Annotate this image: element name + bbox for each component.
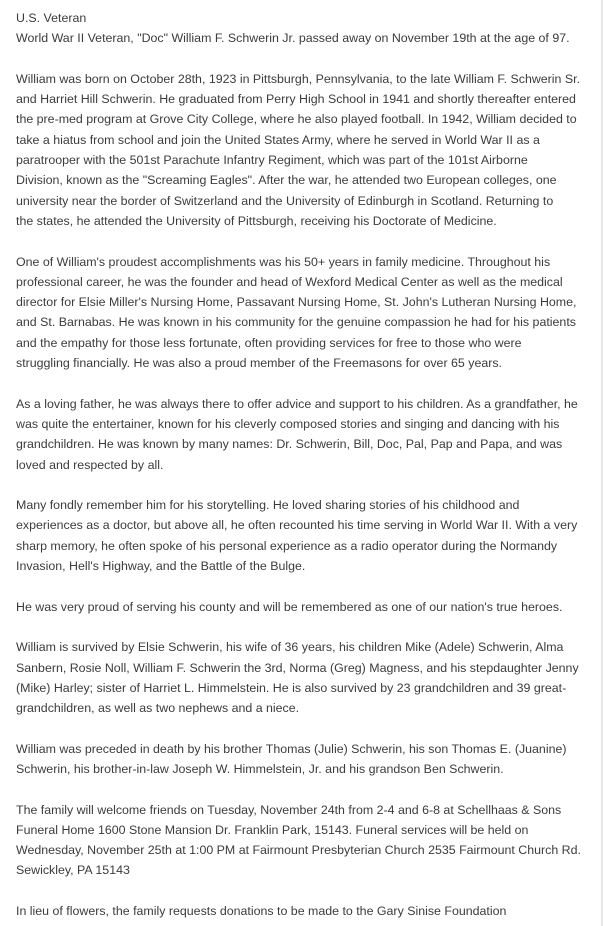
paragraph — [16, 69, 590, 231]
paragraph-line: sharp memory, he often spoke of his personal experience as a radio operator during the Normandy — [16, 538, 558, 553]
paragraph-line: grandchildren. He was known by many names: Dr. Schwerin, Bill, Doc, Pal, Pap and Papa, and was — [16, 437, 563, 452]
paragraph-line: experiences as a doctor, but above all, he often recounted his time serving in World War II. With a very — [16, 518, 578, 533]
paragraph — [16, 800, 590, 881]
paragraph-line: the pre-med program at Grove City College, where he also played football. In 1942, William decided to — [16, 112, 577, 127]
paragraph-line: Many fondly remember him for his storytelling. He loved sharing stories of his childhood and — [16, 498, 520, 513]
paragraph — [16, 739, 590, 780]
paragraph-line: Schwerin, his brother-in-law Joseph W. Himmelstein, Jr. and his grandson Ben Schwerin. — [16, 761, 504, 776]
paragraph-line: and Harriet Hill Schwerin. He graduated from Perry High School in 1941 and shortly thereafter entered — [16, 92, 576, 107]
paragraph-line: loved and respected by all. — [16, 457, 164, 472]
paragraph-line: the states, he attended the University of Pittsburgh, receiving his Doctorate of Medicine. — [16, 213, 497, 228]
paragraph-line: William was born on October 28th, 1923 in Pittsburgh, Pennsylvania, to the late William F. Schwerin Sr. — [16, 71, 581, 86]
paragraph-line: paratrooper with the 501st Parachute Infantry Regiment, which was part of the 101st Airborne — [16, 153, 528, 168]
veteran-label: U.S. Veteran — [16, 11, 87, 25]
headline-sentence: World War II Veteran, "Doc" William F. Schwerin Jr. passed away on November 19th at the age of 97. — [16, 31, 570, 46]
paragraph-line: Sanbern, Rosie Noll, William F. Schwerin the 3rd, Norma (Greg) Magness, and his stepdaughter Jenny — [16, 660, 579, 675]
paragraph — [16, 252, 590, 374]
paragraph-line: and the empathy for those less fortunate, often providing services for free to those who were — [16, 335, 522, 350]
paragraph-line: (Mike) Harley; sister of Harriet L. Himmelstein. He is also survived by 23 grandchildren and 39 great- — [16, 680, 567, 695]
paragraph-line: grandchildren, as well as two nephews and a niece. — [16, 701, 300, 716]
paragraph-line: He was very proud of serving his county and will be remembered as one of our nation's true heroes. — [16, 599, 563, 614]
obituary-body — [16, 69, 590, 921]
paragraph-line: In lieu of flowers, the family requests donations to be made to the Gary Sinise Foundation — [16, 904, 507, 919]
paragraph-line: take a hiatus from school and join the United States Army, where he served in World War II as a — [16, 132, 540, 147]
paragraph-line: Funeral Home 1600 Stone Mansion Dr. Franklin Park, 15143. Funeral services will be held on — [16, 822, 529, 837]
obituary-document — [16, 8, 590, 921]
paragraph-line: Division, known as the "Screaming Eagles". After the war, he attended two European colleges, one — [16, 173, 557, 188]
paragraph — [16, 394, 590, 475]
paragraph-line: One of William's proudest accomplishments was his 50+ years in family medicine. Throughout his — [16, 254, 551, 269]
paragraph — [16, 495, 590, 576]
paragraph-line: Invasion, Hell's Highway, and the Battle of the Bulge. — [16, 559, 306, 574]
paragraph-line: Wednesday, November 25th at 1:00 PM at Fairmount Presbyterian Church 2535 Fairmount Church Rd. — [16, 843, 581, 858]
paragraph-line: university near the border of Switzerland and the University of Edinburgh in Scotland. Returning to — [16, 193, 554, 208]
paragraph-line: and St. Barnabas. He was known in his community for the genuine compassion he had for his patients — [16, 315, 576, 330]
paragraph-line: professional career, he was the founder and head of Wexford Medical Center as well as the medical — [16, 274, 563, 289]
paragraph-line: director for Elsie Miller's Nursing Home, Passavant Nursing Home, St. John's Lutheran Nursing Home, — [16, 295, 577, 310]
paragraph-line: was quite the entertainer, known for his cleverly composed stories and singing and dancing with his — [16, 416, 560, 431]
paragraph — [16, 597, 590, 617]
paragraph — [16, 901, 590, 921]
paragraph — [16, 637, 590, 718]
paragraph-line: William was preceded in death by his brother Thomas (Julie) Schwerin, his son Thomas E. (Juanine) — [16, 741, 567, 756]
paragraph-line: As a loving father, he was always there to offer advice and support to his children. As a grandfather, he — [16, 396, 578, 411]
paragraph-line: William is survived by Elsie Schwerin, his wife of 36 years, his children Mike (Adele) Schwerin, Alma — [16, 640, 564, 655]
paragraph-line: struggling financially. He was also a proud member of the Freemasons for over 65 years. — [16, 356, 502, 371]
header-block — [16, 8, 590, 49]
paragraph-line: The family will welcome friends on Tuesday, November 24th from 2-4 and 6-8 at Schellhaas & Sons — [16, 802, 562, 817]
paragraph-line: Sewickley, PA 15143 — [16, 863, 130, 878]
